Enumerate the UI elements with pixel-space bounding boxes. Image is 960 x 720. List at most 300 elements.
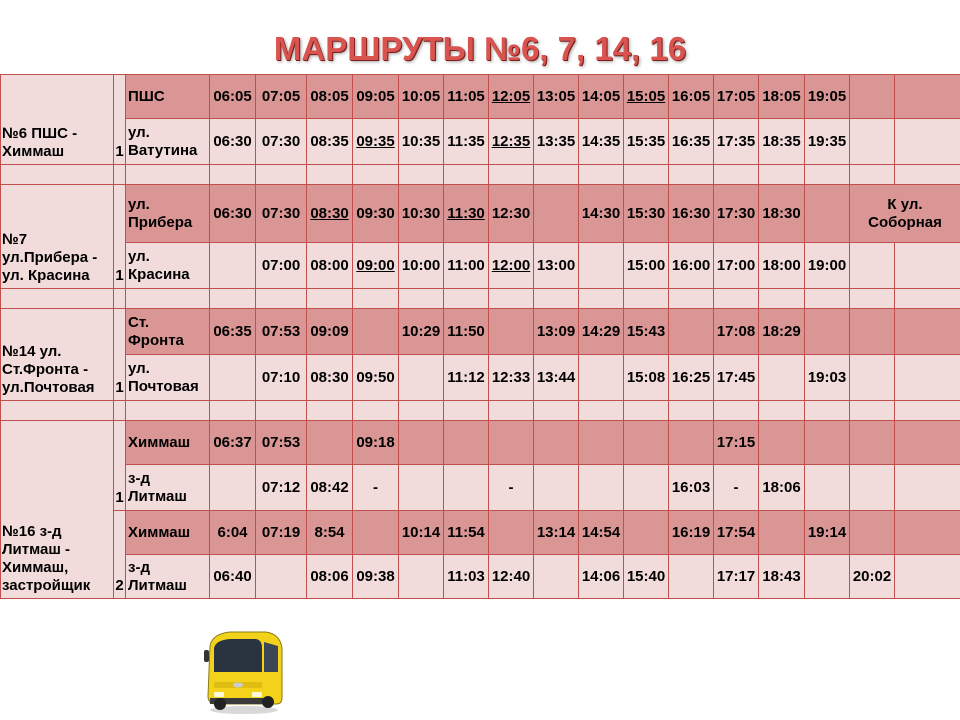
departure-time: 10:05 (401, 87, 441, 105)
stop-name-text: з-д Литмаш (128, 469, 187, 505)
departure-time: 15:40 (626, 567, 666, 585)
departure-time: 10:14 (401, 523, 441, 541)
time-cell (624, 75, 669, 119)
table-row (1, 555, 960, 599)
spacer-cell (399, 401, 444, 421)
departure-time: 10:29 (401, 322, 441, 340)
time-cell (489, 465, 534, 511)
time-cell (759, 421, 805, 465)
spacer-cell (126, 165, 210, 185)
spacer-cell (399, 289, 444, 309)
time-cell (759, 243, 805, 289)
stop-name (126, 465, 210, 511)
departure-time: 14:54 (581, 523, 621, 541)
time-cell (579, 243, 624, 289)
departure-time: 17:54 (716, 523, 756, 541)
departure-time: 09:30 (356, 204, 395, 222)
departure-time: 09:18 (356, 433, 395, 451)
spacer-cell (669, 165, 714, 185)
spacer-row (1, 165, 960, 185)
stop-name-text: Химмаш (128, 523, 191, 541)
departure-time: 11:03 (447, 567, 485, 585)
departure-time: 11:12 (447, 368, 485, 386)
departure-time: 17:08 (716, 322, 756, 340)
departure-time: 14:30 (581, 204, 621, 222)
time-cell (895, 75, 960, 119)
time-cell (307, 421, 353, 465)
departure-time: 18:29 (762, 322, 801, 340)
time-cell (669, 355, 714, 401)
time-cell (256, 465, 307, 511)
spacer-cell (444, 401, 489, 421)
time-cell (669, 243, 714, 289)
departure-time: 06:30 (213, 204, 252, 222)
departure-time: 17:17 (716, 567, 756, 585)
time-cell (714, 511, 759, 555)
time-cell (534, 75, 579, 119)
spacer-cell (669, 289, 714, 309)
time-cell (805, 243, 850, 289)
departure-time: 11:35 (447, 132, 485, 150)
spacer-cell (353, 401, 399, 421)
departure-time: 8:54 (314, 523, 345, 541)
table-row (1, 119, 960, 165)
departure-time: 19:14 (807, 523, 847, 541)
time-cell (210, 75, 256, 119)
table-row (1, 511, 960, 555)
time-cell (399, 511, 444, 555)
time-cell (579, 355, 624, 401)
spacer-row (1, 401, 960, 421)
spacer-cell (1, 401, 114, 421)
time-cell (850, 243, 895, 289)
departure-time: 16:35 (671, 132, 711, 150)
time-cell (353, 75, 399, 119)
time-cell (256, 355, 307, 401)
departure-time: 17:30 (716, 204, 756, 222)
time-cell (669, 119, 714, 165)
time-cell (489, 355, 534, 401)
departure-time: 11:05 (447, 87, 485, 105)
time-cell (210, 243, 256, 289)
time-cell (805, 309, 850, 355)
spacer-cell (850, 165, 895, 185)
route-name: №7 ул.Прибера - ул. Красина (2, 231, 98, 284)
departure-time: 09:00 (356, 256, 395, 274)
spacer-cell (895, 401, 960, 421)
time-cell (399, 465, 444, 511)
time-cell (579, 465, 624, 511)
time-cell (256, 185, 307, 243)
departure-time: 07:10 (261, 368, 301, 386)
departure-time: 09:38 (356, 567, 395, 585)
time-cell (399, 185, 444, 243)
stop-name (126, 309, 210, 355)
time-cell (759, 355, 805, 401)
departure-time: 18:30 (762, 204, 801, 222)
departure-time: 17:00 (716, 256, 756, 274)
table-row (1, 185, 960, 243)
time-cell (444, 185, 489, 243)
time-cell (805, 75, 850, 119)
spacer-cell (895, 165, 960, 185)
departure-time: 19:03 (807, 368, 847, 386)
spacer-cell (353, 289, 399, 309)
departure-time: 12:05 (491, 87, 531, 105)
time-cell (579, 421, 624, 465)
departure-time: 16:25 (671, 368, 711, 386)
time-cell (256, 309, 307, 355)
time-cell (444, 309, 489, 355)
departure-time: 08:05 (310, 87, 349, 105)
time-cell (714, 119, 759, 165)
time-cell (210, 185, 256, 243)
departure-time: 06:30 (213, 132, 252, 150)
route-note (850, 185, 960, 243)
stop-name-text: Химмаш (128, 433, 191, 451)
time-cell (307, 355, 353, 401)
departure-time: 17:15 (716, 433, 756, 451)
time-cell (805, 511, 850, 555)
time-cell (210, 309, 256, 355)
table-row (1, 75, 960, 119)
time-cell (489, 119, 534, 165)
departure-time: 09:35 (356, 132, 395, 150)
time-cell (895, 465, 960, 511)
time-cell (444, 465, 489, 511)
departure-time: 06:35 (213, 322, 252, 340)
time-cell (307, 309, 353, 355)
stop-name (126, 421, 210, 465)
departure-time: 13:00 (536, 256, 576, 274)
time-cell (534, 309, 579, 355)
departure-time: 07:00 (261, 256, 301, 274)
time-cell (714, 355, 759, 401)
time-cell (489, 185, 534, 243)
departure-time: 08:00 (310, 256, 349, 274)
departure-time: 18:00 (762, 256, 801, 274)
departure-time: 19:35 (807, 132, 847, 150)
route-name-cell (1, 309, 114, 401)
departure-time: 18:05 (762, 87, 801, 105)
time-cell (307, 243, 353, 289)
spacer-cell (307, 165, 353, 185)
time-cell (895, 421, 960, 465)
departure-time: 16:03 (671, 478, 711, 496)
time-cell (489, 511, 534, 555)
spacer-cell (353, 165, 399, 185)
departure-time: 12:33 (491, 368, 531, 386)
table-row (1, 355, 960, 401)
route-name: №6 ПШС - Химмаш (2, 125, 78, 160)
time-cell (759, 309, 805, 355)
time-cell (850, 421, 895, 465)
spacer-cell (489, 401, 534, 421)
departure-time: 09:05 (356, 87, 395, 105)
spacer-cell (1, 165, 114, 185)
time-cell (759, 185, 805, 243)
stop-name-text: ул. Почтовая (128, 359, 199, 395)
time-cell (307, 185, 353, 243)
spacer-cell (624, 289, 669, 309)
time-cell (895, 355, 960, 401)
time-cell (759, 119, 805, 165)
departure-time: 13:35 (536, 132, 576, 150)
departure-time: 08:30 (310, 204, 349, 222)
departure-time: 14:05 (581, 87, 621, 105)
time-cell (669, 309, 714, 355)
departure-time: 13:44 (536, 368, 576, 386)
bus-icon (200, 628, 288, 716)
time-cell (624, 185, 669, 243)
time-cell (489, 309, 534, 355)
time-cell (850, 511, 895, 555)
time-cell (579, 119, 624, 165)
stop-name-text: ул. Прибера (128, 195, 193, 231)
route-name-cell (1, 75, 114, 165)
time-cell (444, 75, 489, 119)
direction-label: 1 (114, 421, 126, 511)
time-cell (307, 465, 353, 511)
time-cell (444, 555, 489, 599)
spacer-cell (444, 289, 489, 309)
route-name-cell (1, 421, 114, 599)
stop-name (126, 555, 210, 599)
departure-time: 17:45 (716, 368, 756, 386)
time-cell (353, 119, 399, 165)
time-cell (489, 421, 534, 465)
departure-time: 16:19 (671, 523, 711, 541)
time-cell (210, 421, 256, 465)
time-cell (353, 185, 399, 243)
departure-time: 12:40 (491, 567, 531, 585)
spacer-cell (805, 289, 850, 309)
time-cell (895, 555, 960, 599)
time-cell (444, 243, 489, 289)
departure-time: 16:00 (671, 256, 711, 274)
time-cell (534, 511, 579, 555)
departure-time: 07:30 (261, 132, 301, 150)
spacer-cell (534, 401, 579, 421)
time-cell (895, 243, 960, 289)
time-cell (714, 555, 759, 599)
spacer-cell (805, 165, 850, 185)
time-cell (534, 555, 579, 599)
departure-time: 15:30 (626, 204, 666, 222)
stop-name (126, 243, 210, 289)
spacer-cell (256, 401, 307, 421)
departure-time: 15:08 (626, 368, 666, 386)
stop-name (126, 511, 210, 555)
time-cell (714, 421, 759, 465)
departure-time: 09:09 (310, 322, 349, 340)
time-cell (399, 355, 444, 401)
time-cell (489, 75, 534, 119)
spacer-cell (759, 289, 805, 309)
time-cell (850, 555, 895, 599)
stop-name-text: з-д Литмаш (128, 558, 187, 594)
spacer-cell (850, 289, 895, 309)
spacer-cell (624, 401, 669, 421)
time-cell (444, 355, 489, 401)
stop-name-text: ПШС (128, 87, 165, 105)
spacer-cell (579, 165, 624, 185)
time-cell (307, 119, 353, 165)
time-cell (759, 555, 805, 599)
time-cell (353, 421, 399, 465)
spacer-row (1, 289, 960, 309)
spacer-cell (307, 401, 353, 421)
departure-time: 06:40 (213, 567, 252, 585)
departure-time: 19:00 (807, 256, 847, 274)
spacer-cell (579, 401, 624, 421)
time-cell (444, 119, 489, 165)
departure-time: 15:35 (626, 132, 666, 150)
spacer-cell (126, 289, 210, 309)
time-cell (850, 75, 895, 119)
time-cell (624, 555, 669, 599)
departure-time: 08:35 (310, 132, 349, 150)
departure-time: 14:35 (581, 132, 621, 150)
spacer-cell (579, 289, 624, 309)
departure-time: - (733, 478, 739, 496)
time-cell (353, 465, 399, 511)
departure-time: 11:50 (447, 322, 485, 340)
time-cell (669, 185, 714, 243)
departure-time: 13:09 (536, 322, 576, 340)
direction-label: 1 (114, 309, 126, 401)
spacer-cell (714, 289, 759, 309)
departure-time: 12:30 (491, 204, 531, 222)
time-cell (534, 119, 579, 165)
departure-time: 6:04 (217, 523, 248, 541)
spacer-cell (210, 289, 256, 309)
time-cell (399, 421, 444, 465)
spacer-cell (256, 165, 307, 185)
time-cell (256, 243, 307, 289)
time-cell (353, 555, 399, 599)
time-cell (307, 511, 353, 555)
time-cell (256, 555, 307, 599)
time-cell (805, 465, 850, 511)
departure-time: 07:19 (261, 523, 301, 541)
spacer-cell (307, 289, 353, 309)
time-cell (444, 511, 489, 555)
time-cell (714, 185, 759, 243)
table-row (1, 465, 960, 511)
stop-name (126, 185, 210, 243)
time-cell (759, 511, 805, 555)
departure-time: 12:00 (491, 256, 531, 274)
stop-name (126, 119, 210, 165)
spacer-cell (489, 165, 534, 185)
time-cell (624, 355, 669, 401)
time-cell (307, 75, 353, 119)
schedule-table (0, 74, 960, 599)
time-cell (256, 119, 307, 165)
time-cell (714, 465, 759, 511)
time-cell (759, 75, 805, 119)
time-cell (850, 119, 895, 165)
departure-time: 10:00 (401, 256, 441, 274)
time-cell (210, 511, 256, 555)
departure-time: 13:05 (536, 87, 576, 105)
departure-time: 18:35 (762, 132, 801, 150)
time-cell (444, 421, 489, 465)
departure-time: 18:43 (762, 567, 801, 585)
time-cell (210, 465, 256, 511)
time-cell (534, 465, 579, 511)
spacer-cell (624, 165, 669, 185)
time-cell (210, 119, 256, 165)
time-cell (805, 119, 850, 165)
time-cell (669, 465, 714, 511)
departure-time: 10:35 (401, 132, 441, 150)
time-cell (714, 75, 759, 119)
time-cell (805, 421, 850, 465)
stop-name-text: ул. Ватутина (128, 123, 198, 159)
spacer-cell (850, 401, 895, 421)
time-cell (534, 355, 579, 401)
departure-time: 19:05 (807, 87, 847, 105)
time-cell (534, 185, 579, 243)
departure-time: 14:06 (581, 567, 621, 585)
time-cell (353, 355, 399, 401)
stop-name (126, 75, 210, 119)
departure-time: - (508, 478, 514, 496)
departure-time: 15:43 (626, 322, 666, 340)
time-cell (895, 511, 960, 555)
time-cell (399, 555, 444, 599)
table-row (1, 421, 960, 465)
departure-time: 16:30 (671, 204, 711, 222)
time-cell (850, 355, 895, 401)
stop-name-text: ул. Красина (128, 247, 190, 283)
time-cell (624, 243, 669, 289)
departure-time: 06:05 (213, 87, 252, 105)
departure-time: 09:50 (356, 368, 395, 386)
time-cell (895, 119, 960, 165)
time-cell (805, 355, 850, 401)
time-cell (895, 309, 960, 355)
time-cell (624, 119, 669, 165)
time-cell (850, 309, 895, 355)
departure-time: 07:53 (261, 433, 301, 451)
time-cell (399, 119, 444, 165)
departure-time: 08:06 (310, 567, 349, 585)
spacer-cell (114, 165, 126, 185)
spacer-cell (399, 165, 444, 185)
time-cell (307, 555, 353, 599)
spacer-cell (1, 289, 114, 309)
spacer-cell (444, 165, 489, 185)
time-cell (624, 309, 669, 355)
departure-time: 16:05 (671, 87, 711, 105)
time-cell (805, 555, 850, 599)
spacer-cell (895, 289, 960, 309)
departure-time: - (373, 478, 378, 496)
time-cell (714, 243, 759, 289)
departure-time: 07:30 (261, 204, 301, 222)
spacer-cell (805, 401, 850, 421)
time-cell (399, 309, 444, 355)
direction-label: 1 (114, 75, 126, 165)
time-cell (489, 243, 534, 289)
time-cell (256, 75, 307, 119)
time-cell (489, 555, 534, 599)
time-cell (399, 243, 444, 289)
time-cell (579, 511, 624, 555)
